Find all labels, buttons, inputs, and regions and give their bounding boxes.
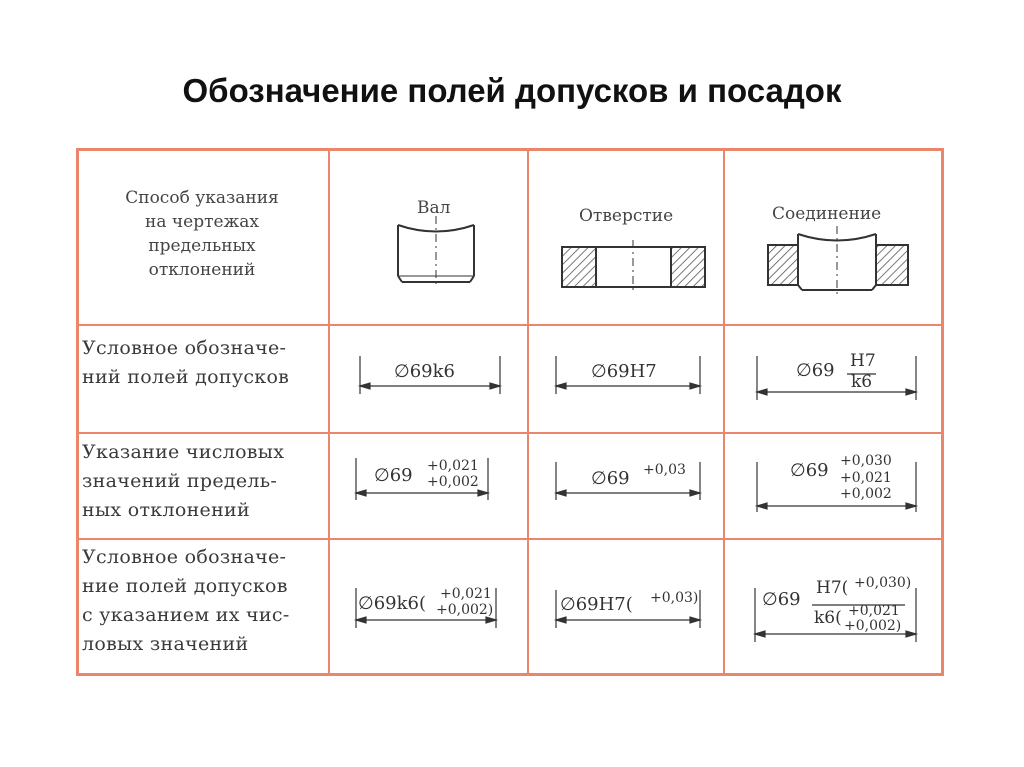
- notation-value: 69k6(: [373, 593, 426, 614]
- shaft-notation: [394, 361, 455, 382]
- diameter-icon: ∅: [762, 589, 778, 610]
- row-label-line: Условное обозначе-: [82, 546, 287, 568]
- shaft-drawing: [398, 216, 474, 288]
- row-label: [82, 543, 290, 659]
- row-label-line: с указанием их чис-: [82, 604, 290, 626]
- diameter-icon: ∅: [394, 361, 410, 382]
- hole-deviation: [591, 468, 630, 489]
- notation-value: 69: [389, 465, 413, 486]
- fit-top: +0,030: [840, 453, 892, 469]
- shaft-combined-upper: +0,021: [440, 586, 492, 602]
- fit-combined: [762, 589, 801, 610]
- shaft-combined: [358, 593, 426, 614]
- diameter-icon: ∅: [374, 465, 390, 486]
- header-method-line: Способ указания: [125, 188, 279, 208]
- notation-value: 69k6: [409, 361, 455, 382]
- fit-deviation: [790, 460, 829, 481]
- tolerance-table: [76, 148, 944, 676]
- diameter-icon: ∅: [790, 460, 806, 481]
- hole-notation: [591, 361, 657, 382]
- row-label-line: ний полей допусков: [82, 366, 290, 388]
- fit-combined-den-lower: +0,002): [844, 618, 902, 634]
- header-fit: Соединение: [772, 204, 882, 224]
- row-label-line: ловых значений: [82, 633, 249, 655]
- fit-combined-den: k6(: [814, 608, 842, 628]
- fit-mid: +0,021: [840, 470, 892, 486]
- row-label-line: ние полей допусков: [82, 575, 288, 597]
- hole-drawing: [562, 240, 705, 294]
- shaft-deviation: [374, 465, 413, 486]
- shaft-lower: +0,002: [427, 474, 479, 490]
- fit-numerator: H7: [850, 351, 876, 371]
- diameter-icon: ∅: [796, 360, 812, 381]
- diameter-icon: ∅: [560, 594, 576, 615]
- hole-upper: +0,03: [643, 462, 686, 478]
- fit-drawing: [768, 226, 908, 296]
- notation-value: 69: [777, 589, 801, 610]
- notation-value: 69H7(: [575, 594, 633, 615]
- row-label-line: Условное обозначе-: [82, 337, 287, 359]
- row-label-line: Указание числовых: [82, 441, 285, 463]
- fit-combined-den-upper: +0,021: [848, 603, 900, 619]
- fit-combined-num-dev: +0,030): [854, 575, 912, 591]
- hole-combined: [560, 594, 633, 615]
- row-label: [82, 334, 289, 392]
- notation-value: 69: [811, 360, 835, 381]
- row-label-line: ных отклонений: [82, 499, 250, 521]
- shaft-upper: +0,021: [427, 458, 479, 474]
- row-label-line: значений предель-: [82, 470, 278, 492]
- notation-value: 69H7: [606, 361, 657, 382]
- shaft-combined-lower: +0,002): [436, 602, 494, 618]
- header-hole: Отверстие: [579, 206, 674, 226]
- page-title: Обозначение полей допусков и посадок: [182, 72, 842, 109]
- notation-value: 69: [805, 460, 829, 481]
- row-label: [82, 438, 284, 525]
- diameter-icon: ∅: [591, 361, 607, 382]
- diameter-icon: ∅: [591, 468, 607, 489]
- notation-value: 69: [606, 468, 630, 489]
- fit-combined-num: H7(: [816, 578, 849, 598]
- fit-notation: [796, 360, 835, 381]
- header-method-line: отклонений: [148, 260, 256, 280]
- fit-denominator: k6: [851, 372, 873, 392]
- hole-combined-upper: +0,03): [650, 590, 699, 606]
- header-shaft: Вал: [417, 198, 451, 218]
- diameter-icon: ∅: [358, 593, 374, 614]
- header-method-line: на чертежах: [145, 212, 259, 232]
- fit-bot: +0,002: [840, 486, 892, 502]
- header-method-line: предельных: [148, 236, 256, 256]
